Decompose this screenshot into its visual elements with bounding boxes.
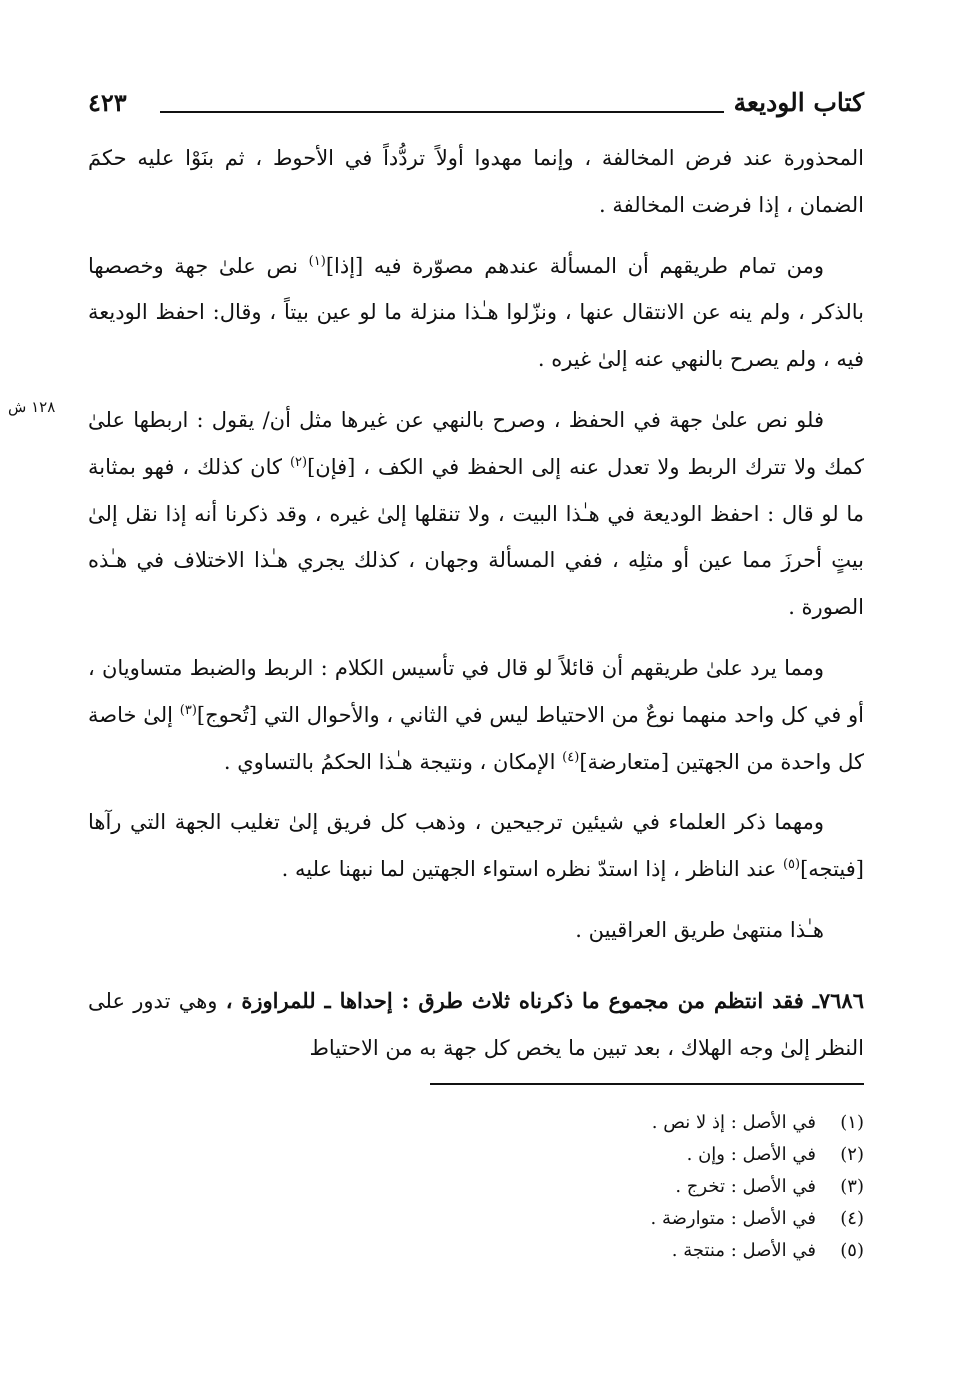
footnote-separator	[430, 1083, 864, 1085]
paragraph-text: هـٰذا منتهىٰ طريق العراقيين .	[575, 917, 824, 942]
footnote-item	[360, 1144, 864, 1176]
chapter-title: كتاب الوديعة	[733, 88, 864, 117]
paragraph-text: المحذورة عند فرض المخالفة ، وإنما مهدوا أولاً تردُّداً في الأحوط ، ثم بنَوْا عليه حكمَ الضمان ، إذا فرضت المخالفة .	[88, 146, 864, 217]
paragraph-text: الإمكان ، ونتيجة هـٰذا الحكمُ بالتساوي .	[223, 749, 563, 774]
running-header	[88, 88, 864, 128]
footnote-number: (٥)	[840, 1240, 864, 1261]
paragraph-text: ومن تمام طريقهم أن المسألة عندهم مصوّرة فيه [إذا]	[325, 253, 824, 278]
footnote-number: (١)	[840, 1112, 864, 1133]
footnote-text: في الأصل : متوارضة .	[650, 1208, 816, 1229]
margin-folio-note: ١٢٨ ش	[8, 398, 56, 416]
paragraph-text: عند الناظر ، إذا استدّ نظره استواء الجهتين لما نبهنا عليه .	[281, 857, 783, 882]
paragraph-1	[88, 135, 864, 229]
footnote-ref-1[interactable]: (١)	[308, 253, 326, 269]
footnote-item	[360, 1208, 864, 1240]
footnote-number: (٣)	[840, 1176, 864, 1197]
paragraph-5	[88, 799, 864, 893]
footnote-number: (٤)	[840, 1208, 864, 1229]
footnote-number: (٢)	[840, 1144, 864, 1165]
footnote-text: في الأصل : تخرج .	[675, 1176, 816, 1197]
section-number: ٧٦٨٦ـ	[812, 987, 864, 1013]
paragraph-text: إلىٰ خاصة كل واحدة من الجهتين [متعارضة]	[88, 702, 864, 774]
footnote-text: في الأصل : منتجة .	[671, 1240, 816, 1261]
paragraph-text: ومما يرد علىٰ طريقهم أن قائلاً لو قال في تأسيس الكلام : الربط والضبط متساويان ، أو في كل واحد منهما نوعٌ من الاحتياط ليس في الثاني ، والأحوال التي [تُحوج]	[88, 655, 864, 727]
footnote-text: في الأصل : وإن .	[686, 1144, 816, 1165]
paragraph-2	[88, 243, 864, 383]
main-text	[88, 135, 864, 1071]
paragraph-text: وهي تدور على النظر إلىٰ وجه الهلاك ، بعد تبين ما يخص كل جهة به من الاحتياط	[88, 988, 864, 1060]
footnote-item	[360, 1112, 864, 1144]
paragraph-7	[88, 978, 864, 1072]
section-lead: فقد انتظم من مجموع ما ذكرناه ثلاث طرق : إحداها ـ للمراوزة ،	[225, 987, 813, 1013]
footnote-ref-3[interactable]: (٣)	[179, 702, 197, 718]
paragraph-text: ومهما ذكر العلماء في شيئين ترجيحين ، وذهب كل فريق إلىٰ تغليب الجهة التي رآها [فيتجه]	[88, 810, 864, 882]
header-rule	[160, 111, 724, 113]
footnote-item	[360, 1240, 864, 1272]
paragraph-6	[88, 907, 864, 954]
footnote-text: في الأصل : إذ لا نص .	[651, 1112, 816, 1133]
paragraph-text: نص علىٰ جهة وخصصها بالذكر ، ولم ينه عن الانتقال عنها ، ونزّلوا هـٰذا منزلة ما لو عين بيتاً ، وقال: احفظ الوديعة فيه ، ولم يصرح بالنهي عنه إلىٰ غيره .	[88, 253, 864, 372]
page-number: ٤٢٣	[88, 88, 127, 117]
paragraph-text: فلو نص علىٰ جهة في الحفظ ، وصرح بالنهي عن غيرها مثل أن/ يقول : اربطها علىٰ كمك ولا تترك الربط ولا تعدل عنه إلى الحفظ في الكف ، [فإن]	[88, 407, 864, 479]
paragraph-4	[88, 645, 864, 785]
paragraph-3	[88, 397, 864, 631]
footnote-ref-4[interactable]: (٤)	[562, 749, 580, 765]
footnote-item	[360, 1176, 864, 1208]
footnote-ref-2[interactable]: (٢)	[289, 454, 308, 470]
footnote-ref-5[interactable]: (٥)	[782, 857, 801, 873]
paragraph-text: كان كذلك ، فهو بمثابة ما لو قال : احفظ الوديعة في هـٰذا البيت ، ولا تنقلها إلىٰ غيره ، وقد ذكرنا أنه إذا نقل إلىٰ بيتٍ أحرزَ مما عين أو مثلِه ، ففي المسألة وجهان ، كذلك يجري هـٰذا الاختلاف في هـٰذه الصورة .	[88, 454, 864, 620]
footnotes	[360, 1112, 864, 1272]
